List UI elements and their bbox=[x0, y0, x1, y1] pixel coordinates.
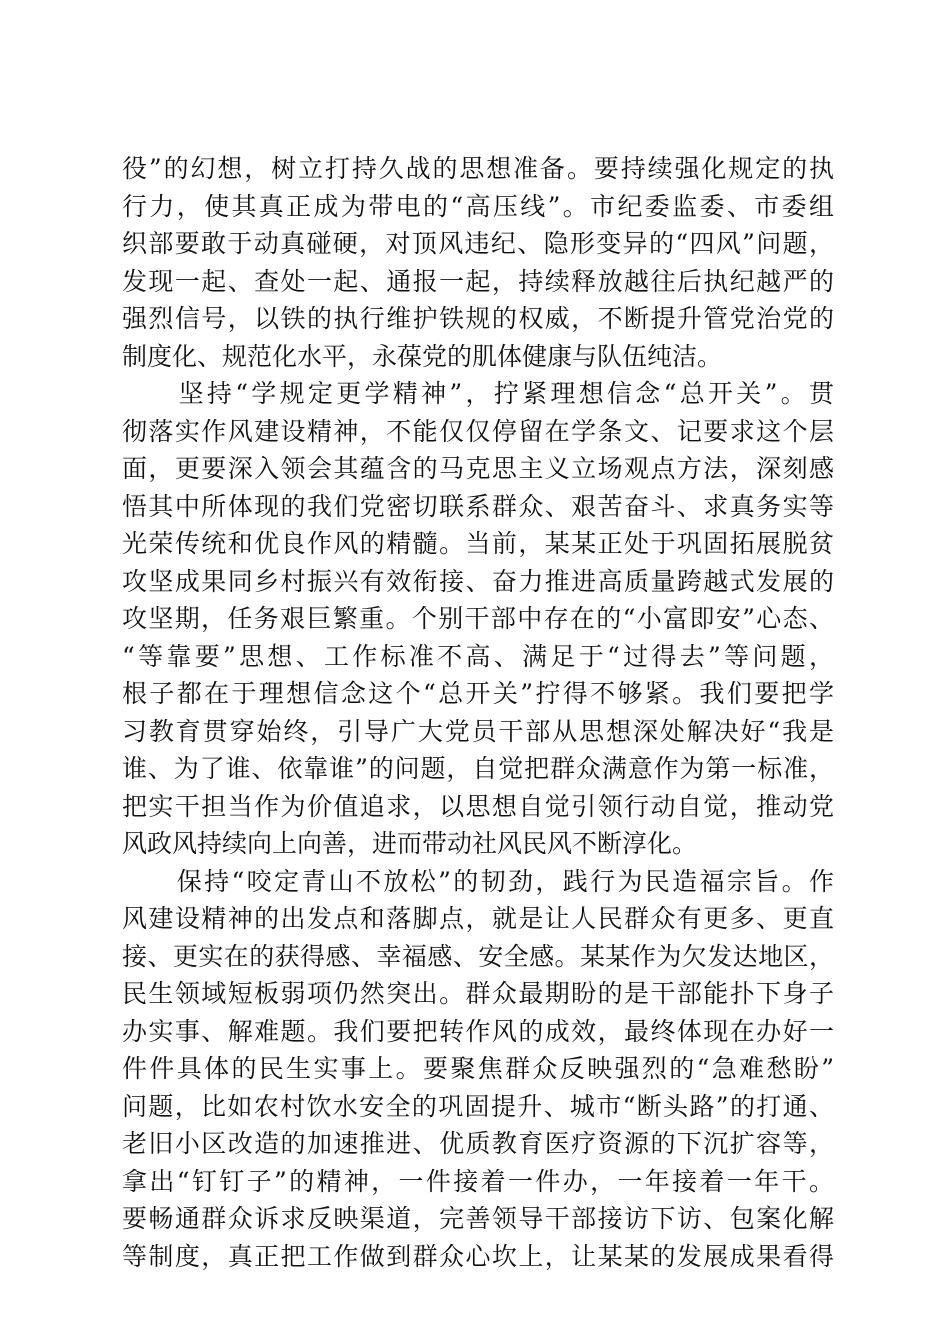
text-line: 把实干担当作为价值追求，以思想自觉引领行动自觉，推动党 bbox=[122, 791, 834, 821]
text-line: 接、更实在的获得感、幸福感、安全感。某某作为欠发达地区， bbox=[122, 941, 834, 971]
text-line: 谁、为了谁、依靠谁”的问题，自觉把群众满意作为第一标准， bbox=[122, 754, 834, 783]
text-line: 保持“咬定青山不放松”的韧劲，践行为民造福宗旨。作 bbox=[122, 866, 834, 896]
text-line: 织部要敢于动真碰硬，对顶风违纪、隐形变异的“四风”问题， bbox=[122, 229, 834, 258]
text-line: 问题，比如农村饮水安全的巩固提升、城市“断头路”的打通、 bbox=[122, 1091, 834, 1121]
text-line: 民生领域短板弱项仍然突出。群众最期盼的是干部能扑下身子 bbox=[122, 979, 834, 1008]
text-line: 光荣传统和优良作风的精髓。当前，某某正处于巩固拓展脱贫 bbox=[122, 529, 834, 558]
text-line: 件件具体的民生实事上。要聚焦群众反映强烈的“急难愁盼” bbox=[122, 1054, 834, 1083]
text-line: 制度化、规范化水平，永葆党的肌体健康与队伍纯洁。 bbox=[122, 341, 723, 371]
text-line: 要畅通群众诉求反映渠道，完善领导干部接访下访、包案化解 bbox=[122, 1204, 834, 1233]
text-line: 办实事、解难题。我们要把转作风的成效，最终体现在办好一 bbox=[122, 1016, 834, 1046]
text-line: 风政风持续向上向善，进而带动社风民风不断淳化。 bbox=[122, 829, 698, 858]
text-line: 攻坚期，任务艰巨繁重。个别干部中存在的“小富即安”心态、 bbox=[122, 604, 834, 633]
text-line: 发现一起、查处一起、通报一起，持续释放越往后执纪越严的 bbox=[122, 266, 834, 296]
text-line: 役”的幻想，树立打持久战的思想准备。要持续强化规定的执 bbox=[122, 154, 834, 183]
text-line: 习教育贯穿始终，引导广大党员干部从思想深处解决好“我是 bbox=[122, 716, 834, 746]
text-line: 根子都在于理想信念这个“总开关”拧得不够紧。我们要把学 bbox=[122, 679, 834, 708]
text-line: 攻坚成果同乡村振兴有效衔接、奋力推进高质量跨越式发展的 bbox=[122, 566, 834, 596]
text-line: 拿出“钉钉子”的精神，一件接着一件办，一年接着一年干。 bbox=[122, 1166, 834, 1196]
body-text bbox=[122, 150, 834, 1275]
text-line: 彻落实作风建设精神，不能仅仅停留在学条文、记要求这个层 bbox=[122, 416, 834, 446]
text-line: 面，更要深入领会其蕴含的马克思主义立场观点方法，深刻感 bbox=[122, 454, 834, 483]
text-line: “等靠要”思想、工作标准不高、满足于“过得去”等问题， bbox=[122, 641, 834, 671]
text-line: 强烈信号，以铁的执行维护铁规的权威，不断提升管党治党的 bbox=[122, 304, 834, 333]
text-line: 老旧小区改造的加速推进、优质教育医疗资源的下沉扩容等， bbox=[122, 1129, 834, 1158]
text-line: 悟其中所体现的我们党密切联系群众、艰苦奋斗、求真务实等 bbox=[122, 491, 834, 521]
text-line: 等制度，真正把工作做到群众心坎上，让某某的发展成果看得 bbox=[122, 1241, 834, 1271]
text-line: 风建设精神的出发点和落脚点，就是让人民群众有更多、更直 bbox=[122, 904, 834, 933]
text-line: 坚持“学规定更学精神”，拧紧理想信念“总开关”。贯 bbox=[122, 379, 834, 408]
text-line: 行力，使其真正成为带电的“高压线”。市纪委监委、市委组 bbox=[122, 191, 834, 221]
